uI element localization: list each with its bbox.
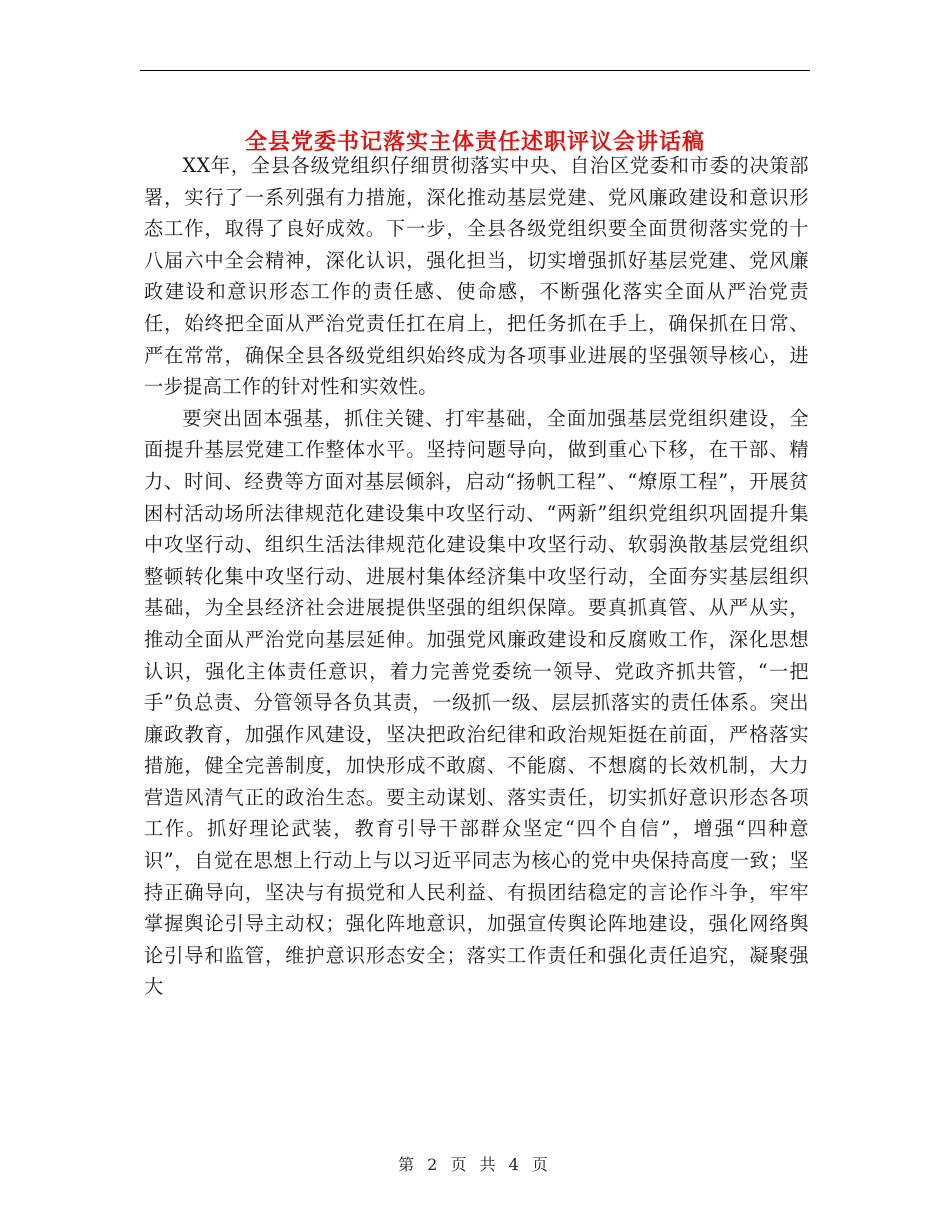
header-rule — [140, 70, 810, 71]
page-number: 第 2 页 共 4 页 — [398, 1155, 552, 1174]
paragraph-1: XX年，全县各级党组织仔细贯彻落实中央、自治区党委和市委的决策部署，实行了一系列强有力措施，深化推动基层党建、党风廉政建设和意识形态工作，取得了良好成效。下一步，全县各级党组织要全面贯彻落实党的十八届六中全会精神，深化认识，强化担当，切实增强抓好基层党建、党风廉政建设和意识形态工作的责任感、使命感，不断强化落实全面从严治党责任，始终把全面从严治党责任扛在肩上，把任务抓在手上，确保抓在日常、严在常常，确保全县各级党组织始终成为各项事业进展的坚强领导核心，进一步提高工作的针对性和实效性。 — [144, 154, 809, 399]
document-title: 全县党委书记落实主体责任述职评议会讲话稿 — [244, 128, 705, 155]
document-body — [144, 150, 809, 1003]
paragraph-2: 要突出固本强基，抓住关键、打牢基础，全面加强基层党组织建设，全面提升基层党建工作整体水平。坚持问题导向，做到重心下移，在干部、精力、时间、经费等方面对基层倾斜，启动“扬帆工程”、“燎原工程”，开展贫困村活动场所法律规范化建设集中攻坚行动、“两新”组织党组织巩固提升集中攻坚行动、组织生活法律规范化建设集中攻坚行动、软弱涣散基层党组织整顿转化集中攻坚行动、进展村集体经济集中攻坚行动，全面夯实基层组织基础，为全县经济社会进展提供坚强的组织保障。要真抓真管、从严从实，推动全面从严治党向基层延伸。加强党风廉政建设和反腐败工作，深化思想认识，强化主体责任意识，着力完善党委统一领导、党政齐抓共管，“一把手”负总责、分管领导各负其责，一级抓一级、层层抓落实的责任体系。突出廉政教育，加强作风建设，坚决把政治纪律和政治规矩挺在前面，严格落实措施，健全完善制度，加快形成不敢腐、不能腐、不想腐的长效机制，大力营造风清气正的政治生态。要主动谋划、落实责任，切实抓好意识形态各项工作。抓好理论武装，教育引导干部群众坚定“四个自信”，增强“四种意识”，自觉在思想上行动上与以习近平同志为核心的党中央保持高度一致；坚持正确导向，坚决与有损党和人民利益、有损团结稳定的言论作斗争，牢牢掌握舆论引导主动权；强化阵地意识，加强宣传舆论阵地建设，强化网络舆论引导和监管，维护意识形态安全；落实工作责任和强化责任追究，凝聚强大 — [144, 406, 809, 999]
